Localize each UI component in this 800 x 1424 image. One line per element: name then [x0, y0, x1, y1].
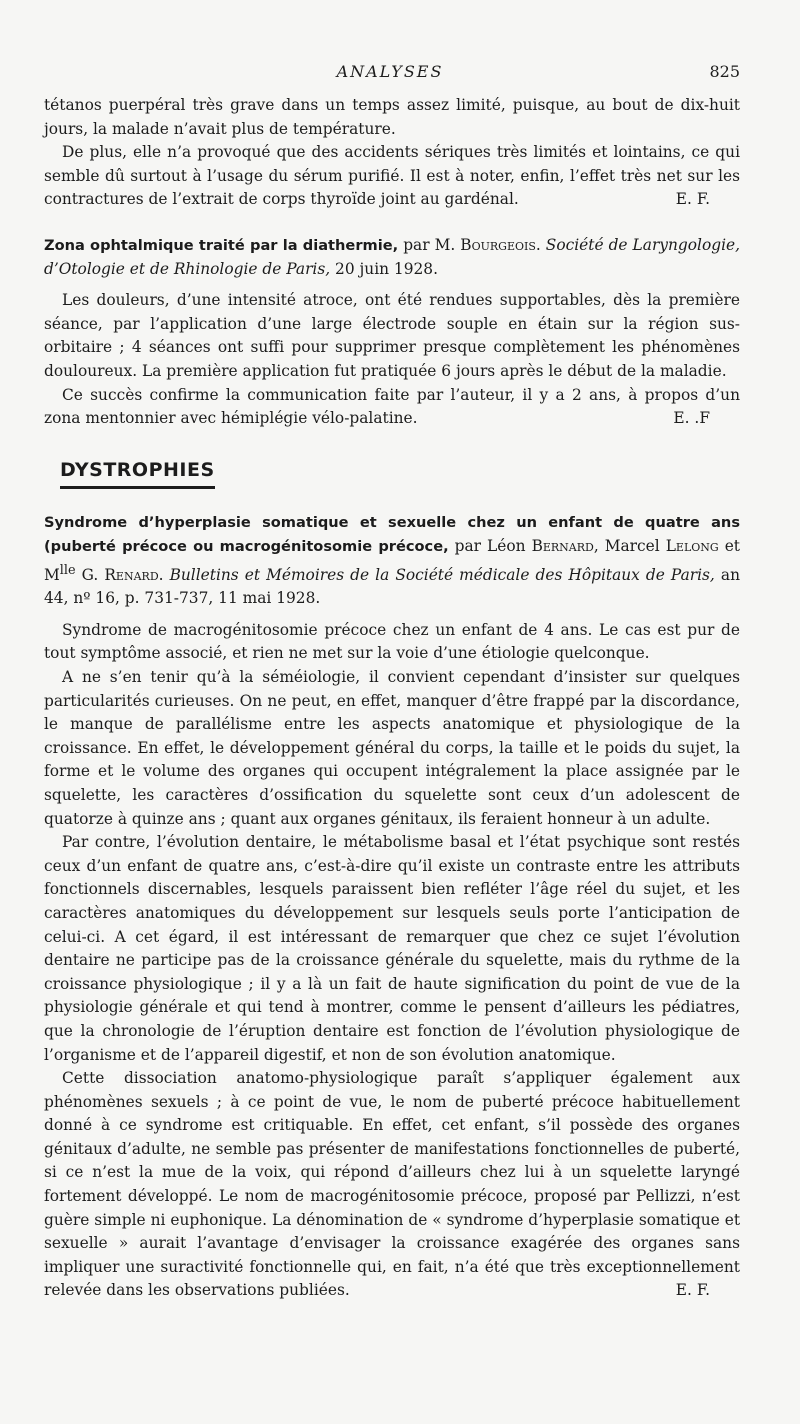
signature: E. .F — [673, 409, 710, 428]
signature: E. F. — [675, 190, 710, 209]
article-date: 20 juin 1928. — [330, 259, 438, 278]
paragraph-text: De plus, elle n’a provoqué que des accidents sériques très limités et lointains, ce qui semble dû surtout à l’usage du sérum purifié. Il est à noter, enfin, l’effet très net sur les contractures de l’extrait de corps thyroïde joint au gardénal. — [44, 143, 740, 209]
article-paragraph: Les douleurs, d’une intensité atroce, ont été rendues supportables, dès la première séance, par l’application d’une large électrode souple en étain sur la région sus-orbitaire ; 4 séances ont suffi pour supprimer presque complètement les phénomènes douloureux. La première application fut pratiquée 6 jours après le début de la maladie. — [44, 291, 740, 380]
article-paragraph: Par contre, l’évolution dentaire, le métabolisme basal et l’état psychique sont restés ceux d’un enfant de quatre ans, c’est-à-dire qu’il existe un contraste entre les attributs fonctionnels discernables, lesquels paraissent bien refléter l’âge réel du sujet, et les caractères anatomiques du développement sur lesquels seuls porte l’anticipation de celui-ci. A cet égard, il est intéressant de remarquer que chez ce sujet l’évolution dentaire ne participe pas de la croissance générale du squelette, mais du rythme de la croissance physiologique ; il y a là un fait de haute signification du point de vue de la physiologie générale et qui tend à montrer, comme le pensent d’ailleurs les pédiatres, que la chronologie de l’éruption dentaire est fonction de l’évolution physiologique de l’organisme et de l’appareil digestif, et non de son évolution anatomique. — [44, 833, 740, 1064]
article-paragraph: Cette dissociation anatomo-physiologique paraît s’appliquer également aux phénomènes sexuels ; à ce point de vue, le nom de puberté précoce habituellement donné à ce syndrome est critiquable. En effet, cet enfant, s’il possède des organes génitaux d’adulte, ne semble pas présenter de manifestations fonctionnelles de puberté, si ce n’est la mue de la voix, qui répond d’ailleurs chez lui à un squelette laryngé fortement développé. Le nom de macrogénitosomie précoce, proposé par Pellizzi, n’est guère simple ni euphonique. La dénomination de « syndrome d’hyperplasie somatique et sexuelle » aurait l’avantage d’envisager la croissance exagérée des organes sans impliquer une suractivité fonctionnelle qui, en fait, n’a été que très exceptionnellement relevée dans les observations publiées. — [44, 1069, 740, 1300]
article-paragraph: Ce succès confirme la communication faite par l’auteur, il y a 2 ans, à propos d’un zona mentonnier avec hémiplégie vélo-palatine. — [44, 385, 740, 428]
article-reference: an 44, nº 16, p. 731-737, 11 mai 1928. — [44, 565, 740, 608]
article-zona — [44, 234, 740, 431]
page-body — [44, 94, 740, 1303]
author-name: Bourgeois. — [460, 235, 541, 254]
article-title — [44, 234, 740, 281]
page-number: 825 — [709, 62, 740, 81]
signature: E. F. — [675, 1281, 710, 1300]
title-superscript: lle — [59, 562, 76, 578]
title-text: et M — [44, 536, 740, 584]
article-title — [44, 511, 740, 611]
article-title-bold: Zona ophtalmique traité par la diathermie, — [44, 236, 399, 254]
title-text: G. — [75, 565, 105, 584]
article-paragraph: Syndrome de macrogénitosomie précoce chez un enfant de 4 ans. Le cas est pur de tout symptôme associé, et rien ne met sur la voie d’une étiologie quelconque. — [44, 620, 740, 663]
author-name: Lelong — [665, 536, 719, 555]
section-heading: DYSTROPHIES — [60, 459, 215, 490]
running-title: ANALYSES — [336, 62, 444, 81]
article-title-bold: Syndrome d’hyperplasie somatique et sexuelle chez un enfant de quatre ans (puberté précoce ou macrogénitosomie précoce, — [44, 514, 740, 555]
article-syndrome — [44, 511, 740, 1303]
journal-name: Société de Laryngologie, d’Otologie et de Rhinologie de Paris, — [44, 235, 740, 278]
continuation-paragraph: tétanos puerpéral très grave dans un temps assez limité, puisque, au bout de dix-huit jours, la malade n’avait plus de température. — [44, 96, 740, 138]
article-paragraph: A ne s’en tenir qu’à la séméiologie, il convient cependant d’insister sur quelques particularités curieuses. On ne peut, en effet, manquer d’être frappé par la discordance, le manque de parallélisme entre les aspects anatomique et physiologique de la croissance. En effet, le développement général du corps, la taille et le poids du sujet, la forme et le volume des organes qui occupent intégralement la place assignée par le squelette, les caractères d’ossification du squelette sont ceux d’un adolescent de quatorze à quinze ans ; quant aux organes génitaux, ils feraient honneur à un adulte. — [44, 668, 740, 828]
author-name: Bernard, — [531, 536, 599, 555]
author-name: Renard. — [104, 565, 164, 584]
title-text: Marcel — [598, 536, 666, 555]
continuation-paragraph-signed — [44, 141, 740, 212]
article-title-by: par M. — [398, 235, 461, 254]
journal-name: Bulletins et Mémoires de la Société médicale des Hôpitaux de Paris, — [163, 565, 715, 584]
article-title-by: par Léon — [448, 536, 532, 555]
page-header — [40, 62, 740, 90]
